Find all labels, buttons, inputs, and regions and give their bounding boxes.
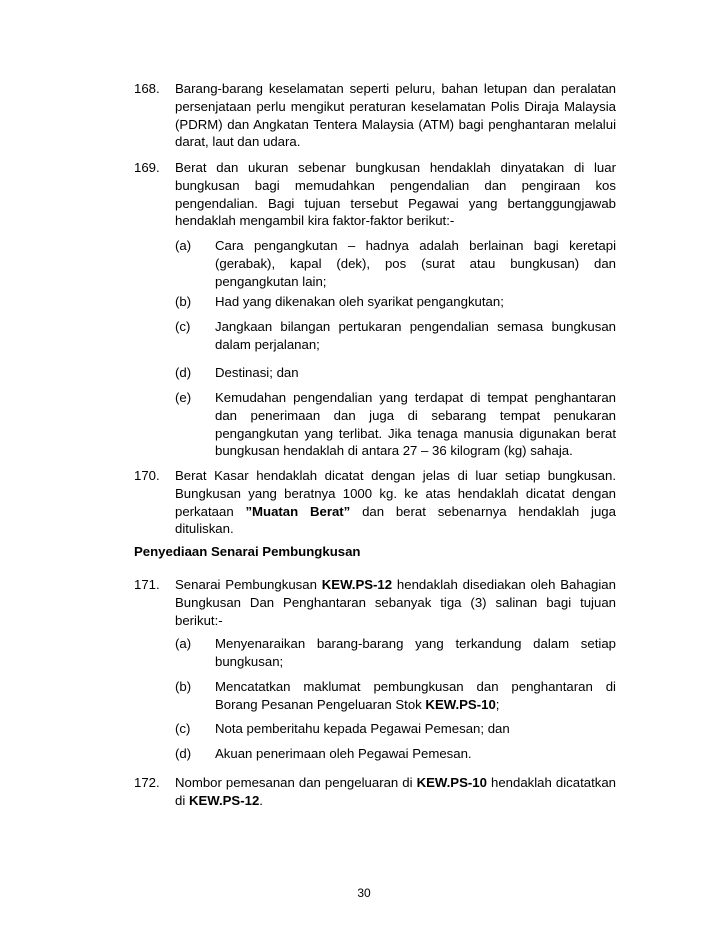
list-item-label: (a) (175, 636, 192, 651)
paragraph-text: Senarai Pembungkusan KEW.PS-12 hendaklah disediakan oleh Bahagian Bungkusan Dan Penghantaran sebanyak tiga (3) salinan bagi tujuan berikut:- (175, 577, 616, 628)
paragraph-number: 169. (134, 160, 160, 175)
list-item-label: (d) (175, 365, 192, 380)
bold-term: KEW.PS-10 (425, 696, 496, 712)
list-item-169-b (175, 293, 616, 311)
list-item-label: (b) (175, 679, 192, 694)
list-item-169-d (175, 364, 616, 382)
paragraph-168 (134, 80, 616, 151)
list-item-171-d (175, 745, 616, 763)
paragraph-text: Barang-barang keselamatan seperti peluru, bahan letupan dan peralatan persenjataan perlu mengikut peraturan keselamatan Polis Diraja Malaysia (PDRM) dan Angkatan Tentera Malaysia (ATM) bagi penghantaran melalui darat, laut dan udara. (175, 81, 616, 150)
list-item-169-c (175, 318, 616, 354)
list-item-label: (e) (175, 390, 192, 405)
paragraph-number: 172. (134, 775, 160, 790)
list-item-text: Mencatatkan maklumat pembungkusan dan penghantaran di Borang Pesanan Pengeluaran Stok KEW.PS-10; (215, 679, 616, 712)
bold-term: KEW.PS-12 (321, 577, 393, 592)
paragraph-text: Nombor pemesanan dan pengeluaran di KEW.PS-10 hendaklah dicatatkan di KEW.PS-12. (175, 775, 616, 808)
list-item-text: Akuan penerimaan oleh Pegawai Pemesan. (215, 746, 472, 761)
list-item-171-b (175, 678, 616, 714)
paragraph-number: 170. (134, 468, 160, 483)
paragraph-171 (134, 576, 616, 629)
list-item-text: Nota pemberitahu kepada Pegawai Pemesan; dan (215, 721, 510, 736)
paragraph-169 (134, 159, 616, 230)
list-item-171-a (175, 635, 616, 671)
paragraph-text: Berat Kasar hendaklah dicatat dengan jelas di luar setiap bungkusan. Bungkusan yang beratnya 1000 kg. ke atas hendaklah dicatat dengan perkataan ”Muatan Berat” dan berat sebenarnya hendaklah juga dituliskan. (175, 468, 616, 537)
list-item-text: Jangkaan bilangan pertukaran pengendalian semasa bungkusan dalam perjalanan; (215, 319, 616, 352)
paragraph-number: 171. (134, 577, 160, 592)
bold-term: KEW.PS-12 (188, 792, 260, 808)
list-item-text: Destinasi; dan (215, 365, 299, 380)
bold-term: KEW.PS-10 (416, 775, 487, 790)
list-item-label: (c) (175, 319, 191, 334)
list-item-label: (d) (175, 746, 192, 761)
section-heading: Penyediaan Senarai Pembungkusan (134, 544, 361, 559)
list-item-label: (c) (175, 721, 191, 736)
list-item-169-a (175, 237, 616, 290)
list-item-label: (a) (175, 238, 192, 253)
paragraph-172 (134, 774, 616, 810)
list-item-label: (b) (175, 294, 192, 309)
paragraph-number: 168. (134, 81, 160, 96)
list-item-171-c (175, 720, 616, 738)
paragraph-text: Berat dan ukuran sebenar bungkusan hendaklah dinyatakan di luar bungkusan bagi memudahkan pengendalian dan pengiraan kos pengendalian. Bagi tujuan tersebut Pegawai yang bertanggungjawab hendaklah mengambil kira faktor-faktor berikut:- (175, 160, 616, 229)
list-item-text: Menyenaraikan barang-barang yang terkandung dalam setiap bungkusan; (215, 636, 616, 669)
page-number: 30 (357, 886, 371, 900)
list-item-text: Cara pengangkutan – hadnya adalah berlainan bagi keretapi (gerabak), kapal (dek), pos (surat atau bungkusan) dan pengangkutan lain; (215, 238, 616, 289)
paragraph-170 (134, 467, 616, 538)
list-item-text: Kemudahan pengendalian yang terdapat di tempat penghantaran dan penerimaan dan juga di sebarang tempat penukaran pengangkutan yang terlibat. Jika tenaga manusia digunakan berat bungkusan hendaklah di antara 27 – 36 kilogram (kg) sahaja. (215, 390, 616, 459)
bold-term: ”Muatan Berat” (245, 503, 351, 519)
list-item-169-e (175, 389, 616, 460)
list-item-text: Had yang dikenakan oleh syarikat pengangkutan; (215, 294, 504, 309)
